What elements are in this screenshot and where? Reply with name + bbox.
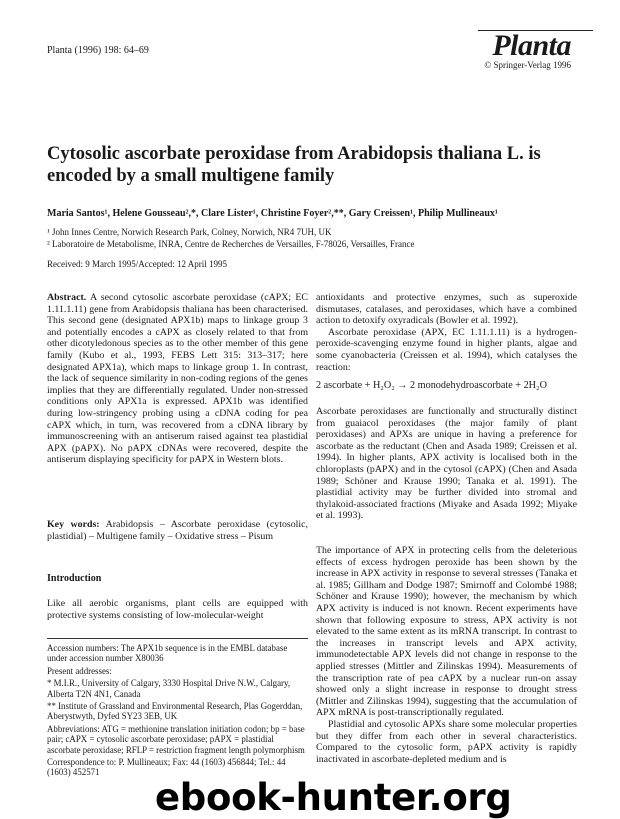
footnote-address-1: * M.I.R., University of Calgary, 3330 Hospital Drive N.W., Calgary, Alberta T2N 4N1, Canada (47, 678, 291, 699)
right-column-top (316, 292, 577, 373)
author-list: Maria Santos¹, Helene Gousseau²,*, Clare Lister¹, Christine Foyer²,**, Gary Creissen¹, Philip Mullineaux¹ (47, 208, 498, 219)
received-accepted-dates: Received: 9 March 1995/Accepted: 12 April 1995 (47, 259, 227, 269)
watermark: ebook-hunter.org (155, 776, 512, 819)
abstract (47, 292, 308, 466)
keywords (47, 519, 308, 542)
footnote-accession: Accession numbers: The APX1b sequence is in the EMBL database under accession number X80036 (47, 643, 288, 664)
keywords-label: Key words: (47, 519, 100, 530)
abstract-text: A second cytosolic ascorbate peroxidase (cAPX; EC 1.11.1.11) gene from Arabidopsis thaliana has been characterised. This second gene (designated APX1b) maps to linkage group 3 and potentially encodes a cAPX as closely related to that from other dicotyledonous species as to the other member of this gene family (Kubo et al., 1993, FEBS Lett 315: 313–317; here designated APX1a), which maps to linkage group 1. In contrast, the lack of sequence similarity in non-coding regions of the genes implies that they are differentially regulated. Under non-stressed conditions only APX1a is expressed. APX1b was identified during low-stringency probing using a cDNA coding for pea cAPX which, in turn, was recovered from a cDNA library by immunoscreening with an antiserum raised against tea plastidial APX (pAPX). No pAPX cDNAs were recovered, despite the antiserum displaying specificity for pAPX in Western blots. (47, 292, 308, 466)
footnotes (47, 638, 308, 780)
affiliation-2: ² Laboratoire de Metabolisme, INRA, Centre de Recherches de Versailles, F-78026, Versailles, France (47, 239, 415, 249)
introduction-heading: Introduction (47, 573, 102, 584)
right-column-bottom (316, 545, 577, 765)
paragraph-apx-types: Ascorbate peroxidases are functionally and structurally distinct from guaiacol peroxidases (the major family of plant peroxidases) and APXs are unique in having a preference for ascorbate as the reductant (Chen and Asada 1989; Creissen et al. 1994). In higher plants, APX activity is localised both in the chloroplasts (pAPX) and in the cytosol (cAPX) (Chen and Asada 1989; Schöner and Krause 1990; Tanaka et al. 1991). The plastidial activity may be further divided into stromal and thylakoid-associated fractions (Miyake and Asada 1992; Miyake et al. 1993). (316, 406, 577, 522)
reaction-equation: 2 ascorbate + H₂O₂ → 2 monodehydroascorbate + 2H₂O (316, 380, 547, 391)
keywords-text: Arabidopsis – Ascorbate peroxidase (cytosolic, plastidial) – Multigene family – Oxidative stress – Pisum (47, 519, 308, 542)
abstract-label: Abstract. (47, 292, 87, 303)
footnote-correspondence: Correspondence to: P. Mullineaux; Fax: 44 (1603) 456844; Tel.: 44 (1603) 452571 (47, 757, 286, 778)
right-column-middle (316, 406, 577, 522)
paragraph-apx-definition: Ascorbate peroxidase (APX, EC 1.11.1.11) is a hydrogen-peroxide-scavenging enzyme found in higher plants, algae and some cyanobacteria (Creissen et al. 1994), which catalyses the reaction: (316, 326, 577, 373)
intro-paragraph: Like all aerobic organisms, plant cells are equipped with protective systems consisting of low-molecular-weight (47, 598, 308, 621)
journal-brand (478, 30, 593, 70)
paragraph-apx-properties: Plastidial and cytosolic APXs share some molecular properties but they differ from each other in several characteristics. Compared to the cytosolic form, pAPX activity is rapidly inactivated in ascorbate-depleted medium and is (316, 718, 577, 765)
footnote-address-2: ** Institute of Grassland and Environmental Research, Plas Gogerddan, Aberystwyth, Dyfed SY23 3EB, UK (47, 701, 303, 722)
copyright: © Springer-Verlag 1996 (484, 60, 571, 70)
journal-logo: Planta (492, 29, 571, 62)
paper-title: Cytosolic ascorbate peroxidase from Arabidopsis thaliana L. is encoded by a small multigene family (47, 144, 541, 186)
paragraph-apx-importance: The importance of APX in protecting cells from the deleterious effects of excess hydrogen peroxide has been shown by the increase in APX activity in response to several stresses (Tanaka et al. 1985; Gillham and Dodge 1987; Smirnoff and Colombé 1988; Schöner and Krause 1990); however, the mechanism by which APX activity is induced is not known. Recent experiments have shown that following exposure to stress, APX activity is not elevated to the same extent as its mRNA transcript. In contrast to the increases in transcript levels and APX activity, immunodetectable APX levels did not change in response to the applied stresses (Mittler and Zilinskas 1994). Measurements of the transcription rate of pea cAPX by a nuclear run-on assay showed only a slight increase in response to drought stress (Mittler and Zilinskas 1994), suggesting that the accumulation of APX mRNA is post-transcriptionally regulated. (316, 545, 577, 719)
affiliations (47, 226, 597, 250)
introduction-text (47, 598, 308, 621)
paragraph-antioxidants: antioxidants and protective enzymes, such as superoxide dismutases, catalases, and peroxidases, which have a combined action to detoxify oxyradicals (Bowler et al. 1992). (316, 292, 577, 327)
footnote-present-addresses: Present addresses: (47, 665, 112, 676)
journal-citation: Planta (1996) 198: 64–69 (47, 45, 149, 56)
footnote-abbreviations: Abbreviations: ATG = methionine translation initiation codon; bp = base pair; cAPX = cytosolic ascorbate peroxidase; pAPX = plastidial ascorbate peroxidase; RFLP = restriction fragment length polymorphism (47, 723, 305, 755)
affiliation-1: ¹ John Innes Centre, Norwich Research Park, Colney, Norwich, NR4 7UH, UK (47, 227, 332, 237)
